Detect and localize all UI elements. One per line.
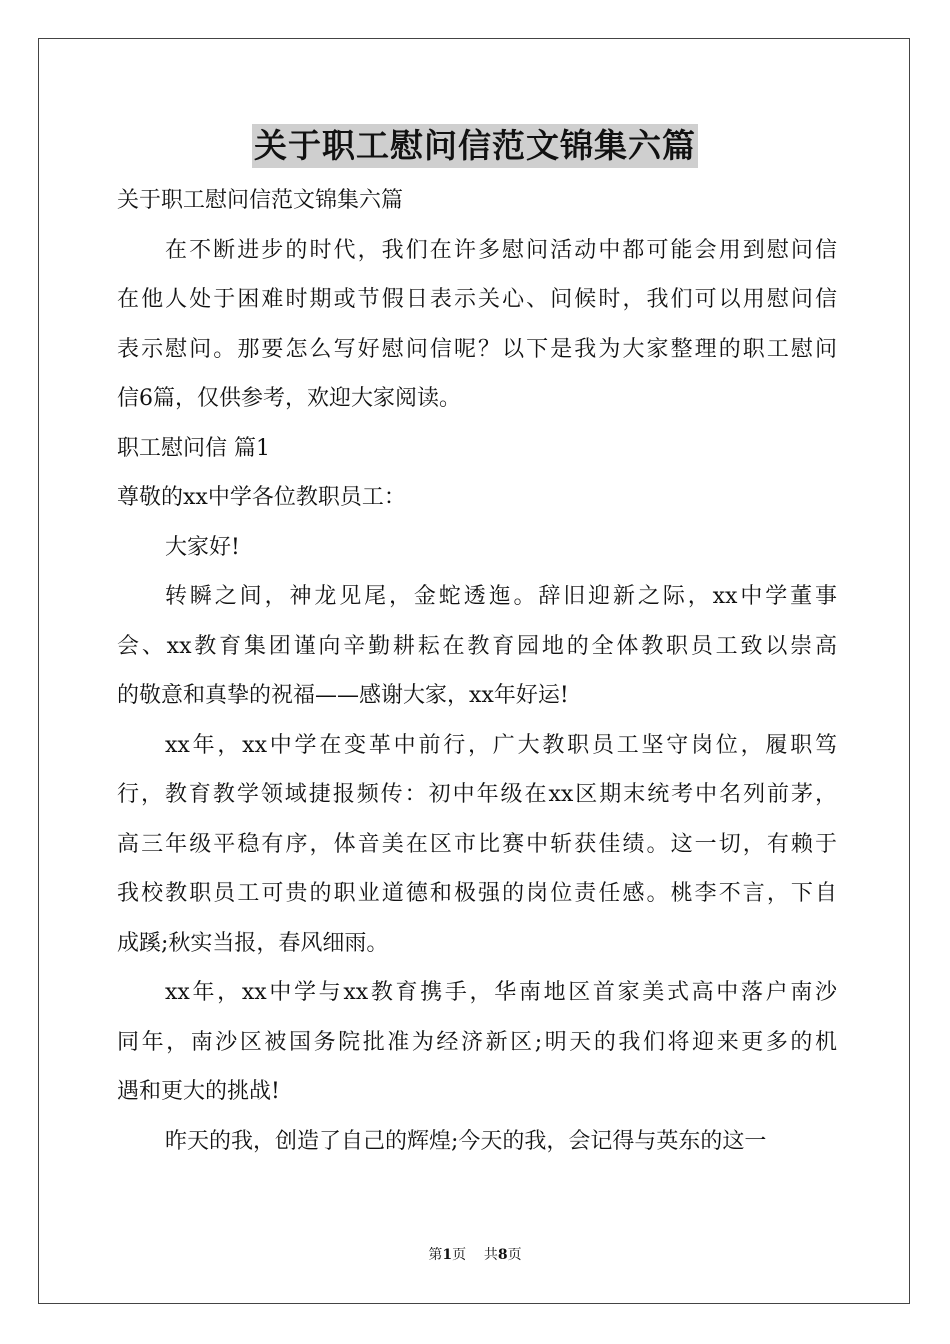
- text-line: 尊敬的xx中学各位教职员工：: [117, 485, 406, 510]
- paragraph: [117, 572, 837, 721]
- document-title: 关于职工慰问信范文锦集六篇: [252, 124, 698, 168]
- current-page-number: 1: [442, 1247, 453, 1263]
- paragraph: [117, 176, 837, 226]
- text-line: 成蹊;秋实当报，春风细雨。: [117, 930, 389, 956]
- text-line: 在他人处于困难时期或节假日表示关心、问候时，我们可以用慰问信: [117, 287, 837, 312]
- footer-prefix: 第: [428, 1247, 443, 1263]
- text-line: 表示慰问。那要怎么写好慰问信呢？以下是我为大家整理的职工慰问: [117, 336, 837, 362]
- paragraph: [117, 1117, 837, 1167]
- text-line: 行，教育教学领域捷报频传：初中年级在xx区期末统考中名列前茅，: [117, 782, 837, 807]
- paragraph: [117, 968, 837, 1117]
- paragraph: [117, 424, 837, 474]
- text-line: 会、xx教育集团谨向辛勤耕耘在教育园地的全体教职员工致以崇高: [117, 633, 837, 659]
- text-line: 高三年级平稳有序，体音美在区市比赛中斩获佳绩。这一切，有赖于: [117, 831, 837, 857]
- text-line: 昨天的我，创造了自己的辉煌;今天的我，会记得与英东的这一: [165, 1128, 767, 1154]
- document-body: [117, 176, 837, 1166]
- paragraph: [117, 523, 837, 573]
- text-line: 我校教职员工可贵的职业道德和极强的岗位责任感。桃李不言，下自: [117, 881, 837, 906]
- text-line: 职工慰问信 篇1: [117, 435, 270, 461]
- text-line: 关于职工慰问信范文锦集六篇: [117, 188, 404, 213]
- text-line: 遇和更大的挑战!: [117, 1079, 280, 1104]
- text-line: xx年，xx中学在变革中前行，广大教职员工坚守岗位，履职笃: [165, 732, 837, 758]
- text-line: 的敬意和真挚的祝福——感谢大家，xx年好运!: [117, 683, 569, 708]
- paragraph: [117, 226, 837, 424]
- total-pages-number: 8: [497, 1247, 508, 1263]
- title-container: [0, 124, 950, 168]
- text-line: 在不断进步的时代，我们在许多慰问活动中都可能会用到慰问信: [165, 237, 837, 263]
- text-line: xx年，xx中学与xx教育携手，华南地区首家美式高中落户南沙: [165, 980, 837, 1005]
- paragraph: [117, 473, 837, 523]
- paragraph: [117, 721, 837, 969]
- text-line: 同年，南沙区被国务院批准为经济新区;明天的我们将迎来更多的机: [117, 1029, 837, 1055]
- text-line: 大家好!: [165, 534, 240, 560]
- footer-middle: 页 共: [452, 1247, 498, 1263]
- text-line: 转瞬之间，神龙见尾，金蛇透迤。辞旧迎新之际，xx中学董事: [165, 584, 837, 609]
- footer-suffix: 页: [507, 1247, 522, 1263]
- page-footer: [0, 1244, 950, 1264]
- text-line: 信6篇，仅供参考，欢迎大家阅读。: [117, 386, 461, 411]
